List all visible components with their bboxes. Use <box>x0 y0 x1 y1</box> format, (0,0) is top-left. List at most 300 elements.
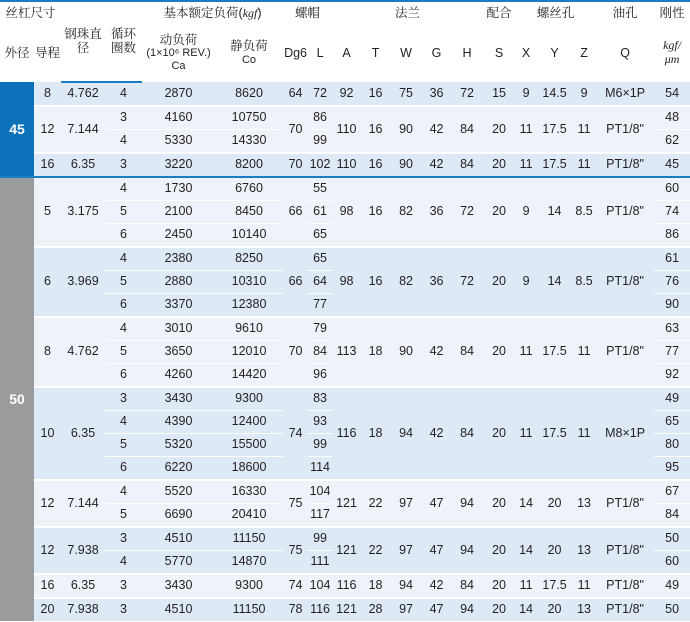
col-a-cell: 121 <box>332 598 361 622</box>
col-x-cell: 9 <box>515 177 537 247</box>
rigidity-cell: 60 <box>654 177 690 201</box>
col-h-cell: 72 <box>451 82 483 106</box>
rigidity-cell: 49 <box>654 574 690 598</box>
dynamic-load-cell: 1730 <box>142 177 215 201</box>
circuits-cell: 5 <box>105 270 142 293</box>
col-s-cell: 20 <box>483 247 515 317</box>
rigidity-header: 刚性 <box>654 1 690 25</box>
dg6-cell: 74 <box>283 387 308 480</box>
col-w-cell: 82 <box>390 177 422 247</box>
col-w-cell: 82 <box>390 247 422 317</box>
header-row-top <box>0 1 690 25</box>
col-w-cell: 94 <box>390 574 422 598</box>
col-h-cell: 94 <box>451 480 483 527</box>
static-load-cell: 9300 <box>215 387 283 411</box>
dynamic-load-cell: 2870 <box>142 82 215 106</box>
col-h-cell: 72 <box>451 177 483 247</box>
nut-length-cell: 96 <box>308 363 332 387</box>
circuits-cell: 5 <box>105 340 142 363</box>
circuits-cell: 4 <box>105 247 142 271</box>
col-y-cell: 17.5 <box>537 106 572 153</box>
col-y-cell: 20 <box>537 598 572 622</box>
nut-length-cell: 102 <box>308 153 332 177</box>
col-t-cell: 22 <box>361 480 390 527</box>
col-a-cell: 92 <box>332 82 361 106</box>
col-g-cell: 42 <box>422 153 451 177</box>
static-load-cell: 8200 <box>215 153 283 177</box>
rigidity-cell: 48 <box>654 106 690 130</box>
nut-header: 螺帽 <box>283 1 332 25</box>
static-load-cell: 12380 <box>215 293 283 317</box>
ball-diameter-cell: 4.762 <box>61 82 105 106</box>
nut-length-cell: 104 <box>308 480 332 504</box>
col-g-cell: 42 <box>422 106 451 153</box>
static-load-cell: 11150 <box>215 598 283 622</box>
dynamic-load-cell: 5770 <box>142 550 215 574</box>
col-y-cell: 20 <box>537 480 572 527</box>
col-q-cell: PT1/8" <box>596 480 654 527</box>
col-g-cell: 42 <box>422 387 451 480</box>
static-load-label: 静负荷 <box>230 39 268 54</box>
col-x-cell: 14 <box>515 480 537 527</box>
load-label: 基本额定负荷( <box>163 5 243 20</box>
dg6-cell: 70 <box>283 153 308 177</box>
dynamic-load-cell: 4510 <box>142 598 215 622</box>
rigidity-cell: 86 <box>654 223 690 247</box>
col-h-cell: 94 <box>451 527 483 574</box>
circuits-cell: 3 <box>105 106 142 130</box>
col-x-cell: 11 <box>515 106 537 153</box>
col-a-cell: 110 <box>332 153 361 177</box>
col-h-cell: 94 <box>451 598 483 622</box>
col-x-cell: 11 <box>515 387 537 480</box>
col-z: Z <box>572 25 596 82</box>
dynamic-load-note: (1×10⁶ REV.) <box>146 47 211 59</box>
nut-length-cell: 72 <box>308 82 332 106</box>
nut-length-cell: 83 <box>308 387 332 411</box>
col-s-cell: 20 <box>483 317 515 387</box>
dynamic-load-cell: 3370 <box>142 293 215 317</box>
col-a-cell: 121 <box>332 480 361 527</box>
col-h-cell: 84 <box>451 317 483 387</box>
dynamic-load-cell: 4510 <box>142 527 215 551</box>
col-s-cell: 20 <box>483 574 515 598</box>
rigidity-cell: 49 <box>654 387 690 411</box>
circuits-cell: 4 <box>105 129 142 153</box>
static-load-cell: 10310 <box>215 270 283 293</box>
nut-length-cell: 65 <box>308 223 332 247</box>
circuits-cell: 4 <box>105 550 142 574</box>
oil-hole-header: 油孔 <box>596 1 654 25</box>
circuits-cell: 6 <box>105 363 142 387</box>
static-load-cell: 9300 <box>215 574 283 598</box>
table-row <box>0 82 690 106</box>
col-a-cell: 121 <box>332 527 361 574</box>
static-load-cell: 18600 <box>215 456 283 480</box>
dynamic-load-cell: 3220 <box>142 153 215 177</box>
rigidity-cell: 60 <box>654 550 690 574</box>
col-h: H <box>451 25 483 82</box>
dynamic-load-cell: 4260 <box>142 363 215 387</box>
circuits-cell: 3 <box>105 598 142 622</box>
nut-length-cell: 104 <box>308 574 332 598</box>
col-y-cell: 17.5 <box>537 574 572 598</box>
circuits-cell: 4 <box>105 480 142 504</box>
rigidity-cell: 54 <box>654 82 690 106</box>
rigidity-cell: 63 <box>654 317 690 341</box>
circuits-cell: 5 <box>105 433 142 456</box>
col-q-cell: PT1/8" <box>596 574 654 598</box>
col-h-cell: 84 <box>451 153 483 177</box>
col-t-cell: 16 <box>361 153 390 177</box>
nut-length-cell: 86 <box>308 106 332 130</box>
lead-cell: 10 <box>34 387 61 480</box>
col-q-cell: PT1/8" <box>596 527 654 574</box>
table-row <box>0 598 690 622</box>
screw-size-header: 丝杠尺寸 <box>0 1 61 25</box>
nut-length-cell: 99 <box>308 129 332 153</box>
nut-length-cell: 65 <box>308 247 332 271</box>
ball-diameter-cell: 3.175 <box>61 177 105 247</box>
col-s-cell: 20 <box>483 387 515 480</box>
col-g: G <box>422 25 451 82</box>
static-load-cell: 20410 <box>215 503 283 527</box>
circuits-cell: 5 <box>105 503 142 527</box>
static-load-cell: 9610 <box>215 317 283 341</box>
static-load-cell: 16330 <box>215 480 283 504</box>
rigidity-cell: 67 <box>654 480 690 504</box>
col-t-cell: 28 <box>361 598 390 622</box>
col-w-cell: 97 <box>390 598 422 622</box>
nut-length-cell: 77 <box>308 293 332 317</box>
outer-diameter-cell: 45 <box>0 82 34 177</box>
col-a-cell: 110 <box>332 106 361 153</box>
static-load-cell: 14870 <box>215 550 283 574</box>
dg6-cell: 78 <box>283 598 308 622</box>
static-load-symbol: Co <box>241 53 257 66</box>
col-h-cell: 84 <box>451 387 483 480</box>
circuits-header <box>105 1 142 82</box>
static-load-cell: 6760 <box>215 177 283 201</box>
col-s-cell: 20 <box>483 177 515 247</box>
col-z-cell: 13 <box>572 598 596 622</box>
table-row <box>0 387 690 411</box>
col-t-cell: 16 <box>361 247 390 317</box>
col-q: Q <box>596 25 654 82</box>
col-y-cell: 17.5 <box>537 317 572 387</box>
nut-length-cell: 116 <box>308 598 332 622</box>
col-z-cell: 13 <box>572 527 596 574</box>
circuits-cell: 4 <box>105 317 142 341</box>
col-g-cell: 36 <box>422 177 451 247</box>
rigidity-unit-bottom: μm <box>664 52 680 66</box>
lead-cell: 20 <box>34 598 61 622</box>
col-g-cell: 36 <box>422 82 451 106</box>
circuits-label: 循环圈数 <box>111 26 137 56</box>
circuits-cell: 6 <box>105 456 142 480</box>
col-t-cell: 18 <box>361 317 390 387</box>
table-row <box>0 480 690 504</box>
col-w: W <box>390 25 422 82</box>
rigidity-cell: 45 <box>654 153 690 177</box>
ball-diameter-cell: 7.938 <box>61 598 105 622</box>
col-dg6: Dg6 <box>283 25 308 82</box>
circuits-cell: 4 <box>105 82 142 106</box>
ball-diameter-cell: 3.969 <box>61 247 105 317</box>
dynamic-load-header <box>142 25 215 82</box>
dynamic-load-cell: 3010 <box>142 317 215 341</box>
screw-hole-header: 螺丝孔 <box>515 1 596 25</box>
dynamic-load-cell: 5320 <box>142 433 215 456</box>
rigidity-cell: 65 <box>654 410 690 433</box>
col-y-cell: 14 <box>537 177 572 247</box>
nut-length-cell: 84 <box>308 340 332 363</box>
col-z-cell: 11 <box>572 153 596 177</box>
col-x-cell: 11 <box>515 574 537 598</box>
col-a: A <box>332 25 361 82</box>
col-w-cell: 97 <box>390 527 422 574</box>
col-x-cell: 14 <box>515 527 537 574</box>
dynamic-load-cell: 2450 <box>142 223 215 247</box>
nut-length-cell: 99 <box>308 527 332 551</box>
table-row <box>0 106 690 130</box>
lead-header: 导程 <box>34 25 61 82</box>
dynamic-load-cell: 2100 <box>142 200 215 223</box>
ball-diameter-cell: 6.35 <box>61 387 105 480</box>
static-load-cell: 15500 <box>215 433 283 456</box>
col-s-cell: 20 <box>483 480 515 527</box>
rigidity-unit-top: kgf/ <box>663 38 682 53</box>
col-y-cell: 17.5 <box>537 387 572 480</box>
lead-cell: 12 <box>34 106 61 153</box>
rigidity-cell: 50 <box>654 598 690 622</box>
col-q-cell: M6×1P <box>596 82 654 106</box>
outer-diameter-cell: 50 <box>0 177 34 622</box>
col-s-cell: 20 <box>483 106 515 153</box>
nut-length-cell: 99 <box>308 433 332 456</box>
ball-diameter-cell: 7.144 <box>61 480 105 527</box>
col-h-cell: 72 <box>451 247 483 317</box>
col-q-cell: PT1/8" <box>596 598 654 622</box>
col-z-cell: 8.5 <box>572 177 596 247</box>
circuits-cell: 3 <box>105 574 142 598</box>
col-a-cell: 113 <box>332 317 361 387</box>
col-t-cell: 16 <box>361 106 390 153</box>
load-suffix: ) <box>257 5 262 20</box>
col-y-cell: 17.5 <box>537 153 572 177</box>
col-y-cell: 14.5 <box>537 82 572 106</box>
static-load-cell: 10750 <box>215 106 283 130</box>
rigidity-cell: 62 <box>654 129 690 153</box>
table-row <box>0 247 690 271</box>
lead-cell: 6 <box>34 247 61 317</box>
col-s-cell: 20 <box>483 527 515 574</box>
dynamic-load-cell: 4390 <box>142 410 215 433</box>
nut-length-cell: 55 <box>308 177 332 201</box>
table-row <box>0 574 690 598</box>
static-load-cell: 14420 <box>215 363 283 387</box>
col-y: Y <box>537 25 572 82</box>
ball-diameter-cell: 6.35 <box>61 574 105 598</box>
nut-length-cell: 117 <box>308 503 332 527</box>
table-row <box>0 317 690 341</box>
col-q-cell: PT1/8" <box>596 106 654 153</box>
circuits-cell: 6 <box>105 293 142 317</box>
col-w-cell: 90 <box>390 153 422 177</box>
col-x-cell: 14 <box>515 598 537 622</box>
nut-length-cell: 114 <box>308 456 332 480</box>
dynamic-load-cell: 6220 <box>142 456 215 480</box>
rigidity-cell: 95 <box>654 456 690 480</box>
col-z-cell: 13 <box>572 480 596 527</box>
col-x-cell: 11 <box>515 317 537 387</box>
rigidity-cell: 76 <box>654 270 690 293</box>
static-load-cell: 11150 <box>215 527 283 551</box>
static-load-header <box>215 25 283 82</box>
static-load-cell: 12010 <box>215 340 283 363</box>
col-x-cell: 9 <box>515 82 537 106</box>
col-s-cell: 20 <box>483 153 515 177</box>
static-load-cell: 10140 <box>215 223 283 247</box>
col-z-cell: 11 <box>572 387 596 480</box>
col-g-cell: 47 <box>422 527 451 574</box>
col-q-cell: PT1/8" <box>596 177 654 247</box>
dg6-cell: 75 <box>283 527 308 574</box>
rigidity-cell: 77 <box>654 340 690 363</box>
col-s-cell: 20 <box>483 598 515 622</box>
col-g-cell: 42 <box>422 317 451 387</box>
lead-cell: 12 <box>34 527 61 574</box>
dg6-cell: 66 <box>283 177 308 247</box>
col-y-cell: 14 <box>537 247 572 317</box>
col-z-cell: 9 <box>572 82 596 106</box>
circuits-cell: 3 <box>105 387 142 411</box>
dynamic-load-cell: 3430 <box>142 387 215 411</box>
col-t-cell: 16 <box>361 82 390 106</box>
ball-diameter-cell: 4.762 <box>61 317 105 387</box>
col-w-cell: 75 <box>390 82 422 106</box>
outer-diameter-header: 外径 <box>0 25 34 82</box>
lead-cell: 12 <box>34 480 61 527</box>
ball-diameter-cell: 7.938 <box>61 527 105 574</box>
nut-length-cell: 64 <box>308 270 332 293</box>
col-h-cell: 84 <box>451 574 483 598</box>
rigidity-cell: 84 <box>654 503 690 527</box>
ball-diameter-header <box>61 1 105 82</box>
nut-length-cell: 79 <box>308 317 332 341</box>
lead-cell: 8 <box>34 82 61 106</box>
dynamic-load-cell: 2380 <box>142 247 215 271</box>
dg6-cell: 64 <box>283 82 308 106</box>
rigidity-cell: 90 <box>654 293 690 317</box>
col-h-cell: 84 <box>451 106 483 153</box>
nut-length-cell: 93 <box>308 410 332 433</box>
circuits-cell: 3 <box>105 153 142 177</box>
dynamic-load-cell: 5520 <box>142 480 215 504</box>
col-z-cell: 11 <box>572 317 596 387</box>
dynamic-load-label: 动负荷 <box>159 32 198 47</box>
dg6-cell: 75 <box>283 480 308 527</box>
col-z-cell: 11 <box>572 106 596 153</box>
col-x: X <box>515 25 537 82</box>
dg6-cell: 66 <box>283 247 308 317</box>
ball-diameter-label: 钢珠直径 <box>64 26 102 56</box>
dynamic-load-cell: 5330 <box>142 129 215 153</box>
col-s-cell: 15 <box>483 82 515 106</box>
lead-cell: 16 <box>34 574 61 598</box>
col-g-cell: 47 <box>422 598 451 622</box>
static-load-cell: 8620 <box>215 82 283 106</box>
dynamic-load-cell: 2880 <box>142 270 215 293</box>
col-t-cell: 18 <box>361 574 390 598</box>
col-w-cell: 90 <box>390 106 422 153</box>
col-w-cell: 90 <box>390 317 422 387</box>
circuits-cell: 4 <box>105 177 142 201</box>
lead-cell: 5 <box>34 177 61 247</box>
col-l: L <box>308 25 332 82</box>
static-load-cell: 8450 <box>215 200 283 223</box>
col-s: S <box>483 25 515 82</box>
col-a-cell: 116 <box>332 574 361 598</box>
col-t-cell: 16 <box>361 177 390 247</box>
lead-cell: 8 <box>34 317 61 387</box>
flange-header: 法兰 <box>332 1 483 25</box>
rigidity-cell: 74 <box>654 200 690 223</box>
col-x-cell: 11 <box>515 153 537 177</box>
col-w-cell: 97 <box>390 480 422 527</box>
col-a-cell: 116 <box>332 387 361 480</box>
col-q-cell: M8×1P <box>596 387 654 480</box>
col-z-cell: 11 <box>572 574 596 598</box>
table-row <box>0 527 690 551</box>
dynamic-load-cell: 4160 <box>142 106 215 130</box>
dg6-cell: 70 <box>283 317 308 387</box>
ball-diameter-cell: 7.144 <box>61 106 105 153</box>
col-a-cell: 98 <box>332 247 361 317</box>
static-load-cell: 8250 <box>215 247 283 271</box>
circuits-cell: 5 <box>105 200 142 223</box>
circuits-cell: 4 <box>105 410 142 433</box>
dg6-cell: 70 <box>283 106 308 153</box>
col-x-cell: 9 <box>515 247 537 317</box>
dynamic-load-symbol: Ca <box>171 60 186 73</box>
col-q-cell: PT1/8" <box>596 153 654 177</box>
table-row <box>0 153 690 177</box>
lead-cell: 16 <box>34 153 61 177</box>
col-t-cell: 22 <box>361 527 390 574</box>
col-t: T <box>361 25 390 82</box>
basic-load-header <box>142 1 283 25</box>
static-load-cell: 14330 <box>215 129 283 153</box>
rigidity-cell: 61 <box>654 247 690 271</box>
col-z-cell: 8.5 <box>572 247 596 317</box>
circuits-cell: 3 <box>105 527 142 551</box>
col-rigidity-unit <box>654 25 690 82</box>
table-row <box>0 177 690 201</box>
dg6-cell: 74 <box>283 574 308 598</box>
load-unit: kgf <box>242 5 258 20</box>
dynamic-load-cell: 3650 <box>142 340 215 363</box>
col-w-cell: 94 <box>390 387 422 480</box>
nut-length-cell: 111 <box>308 550 332 574</box>
col-q-cell: PT1/8" <box>596 247 654 317</box>
dynamic-load-cell: 3430 <box>142 574 215 598</box>
rigidity-cell: 92 <box>654 363 690 387</box>
col-g-cell: 47 <box>422 480 451 527</box>
col-g-cell: 42 <box>422 574 451 598</box>
col-g-cell: 36 <box>422 247 451 317</box>
col-a-cell: 98 <box>332 177 361 247</box>
